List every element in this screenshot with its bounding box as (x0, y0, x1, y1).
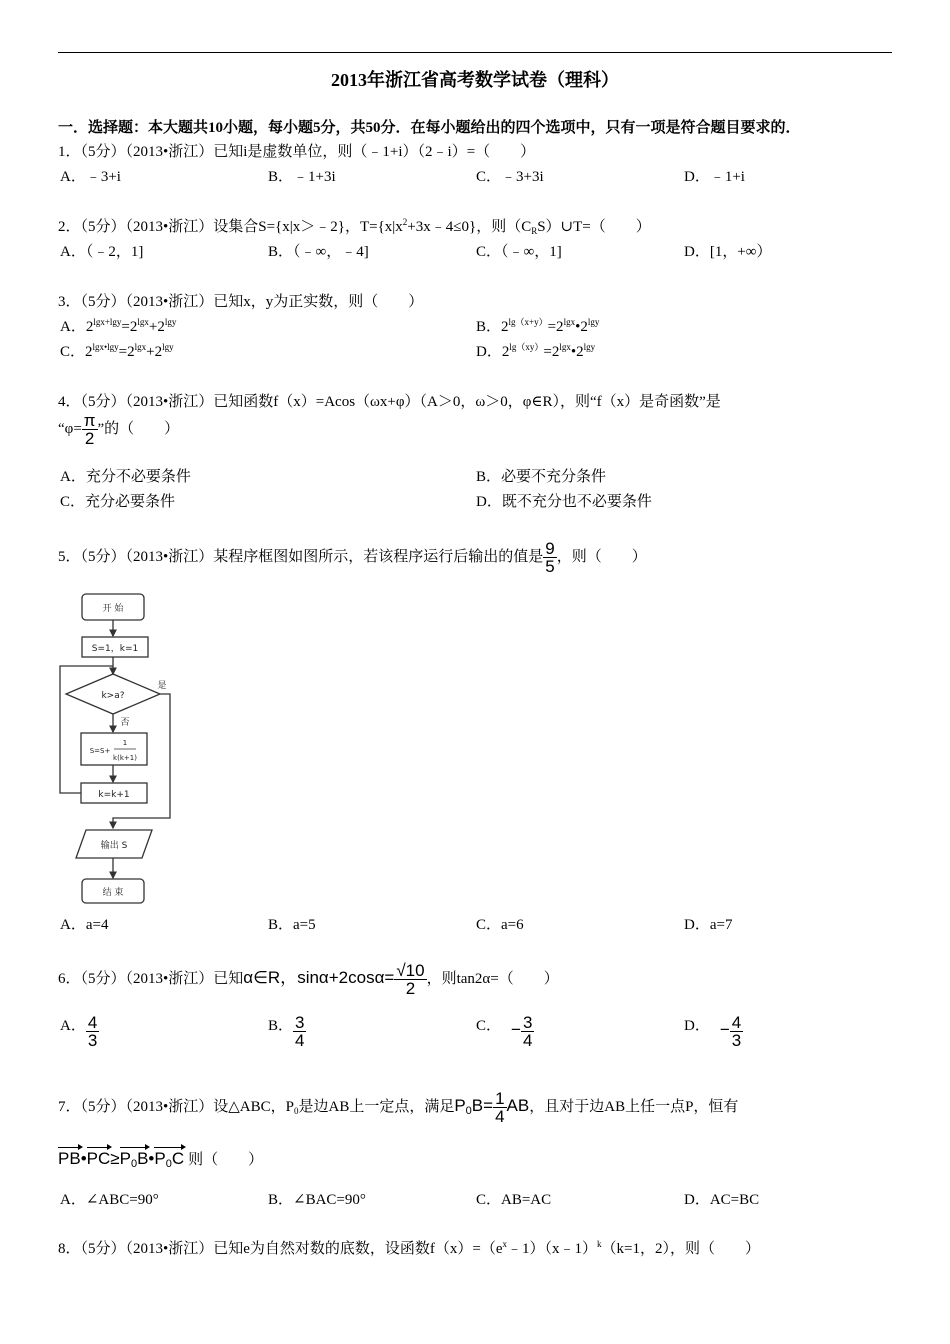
top-rule (58, 52, 892, 53)
q3-option-c: C．$2^{lgx•lgy}=2^{lgx}+2^{lgy}$ (60, 342, 174, 360)
q3-option-d: D．$2^{lg(xy)}=2^{lgx}•2^{lgy}$ (476, 342, 596, 360)
q6-option-c: C． − $\frac{3}{4}$ (476, 1013, 533, 1050)
flowchart (56, 588, 186, 910)
flow-no-label: 否 (120, 718, 130, 728)
q3-option-b: B．$2^{lg(x+y)}=2^{lgx}•2^{lgy}$ (476, 317, 600, 335)
flow-init-label: S=1，k=1 (91, 644, 139, 654)
q1-option-b: B．﹣1+3i (268, 169, 336, 185)
q6-option-d: D． − $\frac{4}{3}$ (684, 1013, 742, 1050)
question-7-inequality: $PB•PC\ge P_0B•P_0C$ 则（ ） (58, 1149, 264, 1170)
question-6-stem: 6．（5分）（2013•浙江）已知α∈R，sinα+2cosα= $\frac{√10}{2}$ ，则tan2α=（ ） (58, 961, 559, 998)
q2-option-b: B．（﹣∞，﹣4] (268, 244, 369, 260)
q6-option-b: B． $\frac{3}{4}$ (268, 1013, 305, 1050)
flow-increment-label: k=k+1 (98, 790, 130, 800)
section-heading: 一．选择题：本大题共10小题，每小题5分，共50分．在每小题给出的四个选项中，只有一项是符合题目要求的． (58, 120, 801, 136)
q4-option-c: C．充分必要条件 (60, 494, 176, 510)
question-8-stem: 8．（5分）（2013•浙江）已知e为自然对数的底数，设函数$f(x)=(e^x﹣1)(x﹣1)^k(k=1$，2），则（ ） (58, 1239, 761, 1257)
q7-option-c: C．AB=AC (476, 1192, 552, 1208)
q7-option-a: A．∠ABC=90° (60, 1192, 159, 1208)
fraction: $\frac{9}{5}$ (545, 539, 555, 576)
question-5-stem: 5．（5分）（2013•浙江）某程序框图如图所示，若该程序运行后输出的值是 $\frac{9}{5}$ ，则（ ） (58, 539, 647, 576)
q2-option-a: A．（﹣2，1] (60, 244, 144, 260)
question-2-stem: 2．（5分）（2013•浙江）设集合S={x|x＞﹣2}，$T=\{x|x^2+3x﹣4\le 0\}$，则$(C_RS)\cup T=$（ ） (58, 217, 651, 236)
question-4-stem: 4．（5分）（2013•浙江）已知函数f（x）=Acos（ωx+φ）（A＞0，ω＞0，φ∈R），则“f（x）是奇函数”是 (58, 394, 721, 410)
q7-option-d: D．AC=BC (684, 1192, 760, 1208)
q4-option-d: D．既不充分也不必要条件 (476, 494, 652, 510)
q2-option-d: D．[1，+∞） (684, 244, 772, 260)
flow-yes-label: 是 (157, 681, 167, 691)
q1-option-a: A．﹣3+i (60, 169, 121, 185)
question-4-condition: “φ= $\frac{\pi}{2}$ ”的（ ） (58, 411, 180, 448)
flow-condition-label: k>a? (101, 691, 125, 701)
fraction: $\frac{\pi}{2}$ (83, 411, 96, 448)
flow-output-label: 输出 S (100, 841, 128, 851)
q1-option-d: D．﹣1+i (684, 169, 745, 185)
question-7-stem: 7．（5分）（2013•浙江）设△ABC，$P_0$是边AB上一定点，满足$P_0B=$ $\frac{1}{4}$ AB，且对于边AB上任一点P，恒有 (58, 1089, 739, 1126)
flow-update-num: 1 (122, 739, 128, 747)
q2-option-c: C．（﹣∞，1] (476, 244, 562, 260)
page-title: 2013年浙江省高考数学试卷（理科） (331, 70, 619, 90)
q6-option-a: A． $\frac{4}{3}$ (60, 1013, 98, 1050)
fraction: $\frac{1}{4}$ (495, 1089, 505, 1126)
flow-update-pre: S=S+ (89, 747, 111, 755)
q1-option-c: C．﹣3+3i (476, 169, 544, 185)
flow-end-label: 结 束 (102, 888, 124, 898)
q5-option-a: A．a=4 (60, 917, 109, 933)
q5-option-d: D．a=7 (684, 917, 733, 933)
question-1-stem: 1．（5分）（2013•浙江）已知i是虚数单位，则（﹣1+i）（2﹣i）=（ ） (58, 144, 536, 160)
flow-update-den: k(k+1) (113, 754, 137, 762)
q3-option-a: A．$2^{lgx+lgy}=2^{lgx}+2^{lgy}$ (60, 317, 177, 335)
q5-option-b: B．a=5 (268, 917, 316, 933)
flow-start-label: 开 始 (102, 604, 124, 614)
question-3-stem: 3．（5分）（2013•浙江）已知x，y为正实数，则（ ） (58, 294, 424, 310)
fraction: $\frac{√10}{2}$ (396, 961, 425, 998)
q4-option-b: B．必要不充分条件 (476, 469, 607, 485)
q7-option-b: B．∠BAC=90° (268, 1192, 366, 1208)
q5-option-c: C．a=6 (476, 917, 524, 933)
q4-option-a: A．充分不必要条件 (60, 469, 191, 485)
